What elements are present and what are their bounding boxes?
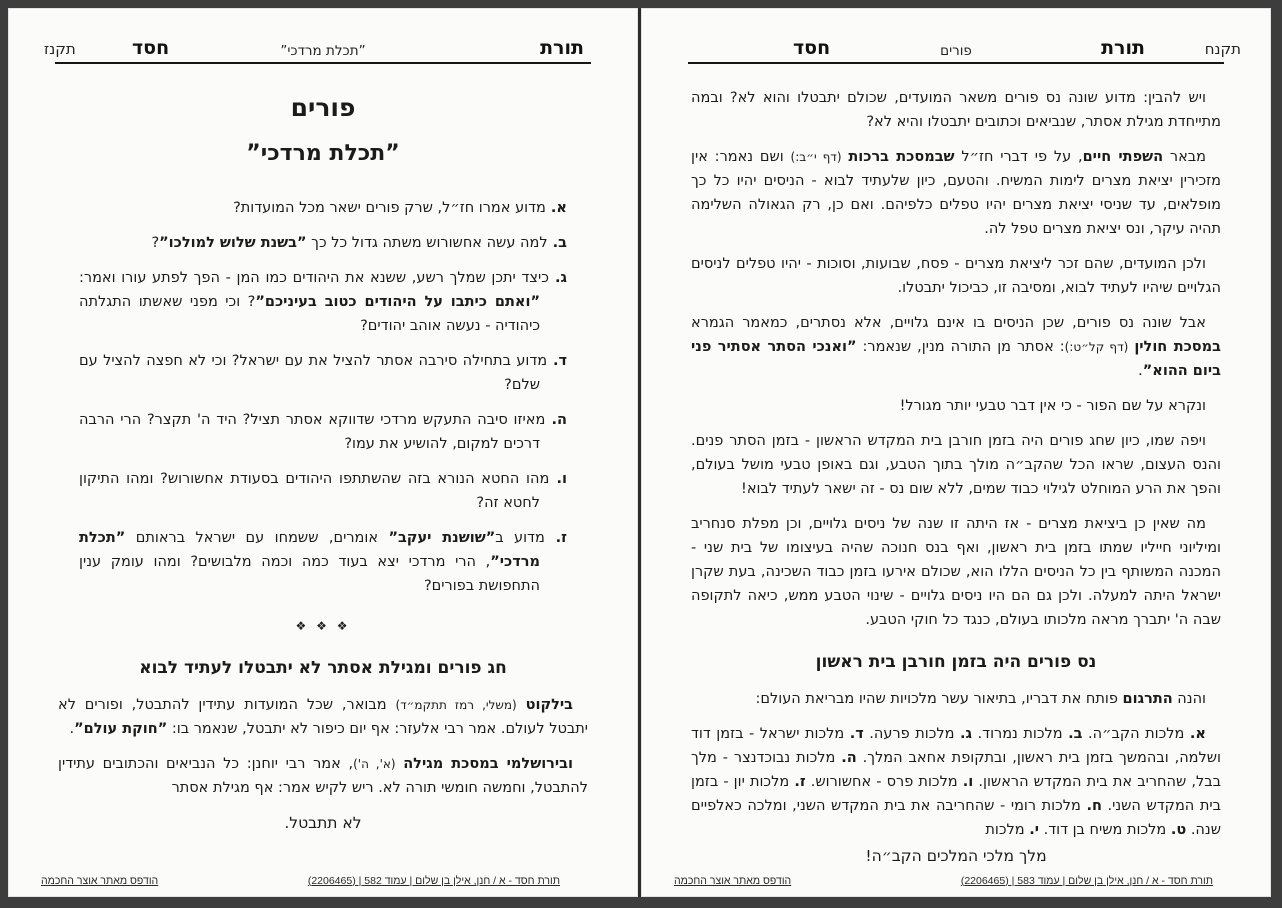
question-item: א. מדוע אמרו חז״ל, שרק פורים ישאר מכל המועדות? [233,200,567,216]
footer-citation: תורת חסד - א / חנן, אילן בן שלום | עמוד 583 | (2206465) [960,875,1213,887]
page-number: תקנח [1204,40,1241,58]
running-section-title: פורים [940,43,972,59]
section-heading: נס פורים היה בזמן חורבן בית ראשון [815,652,1097,672]
question-item: ה. מאיזו סיבה התעקש מרדכי שדווקא אסתר תציל? היד ה' תקצר? הרי הרבה דרכים למקום, להושיע את עמו? [79,412,567,452]
page-footer [641,875,1271,887]
paragraph: ולכן המועדים, שהם זכר ליציאת מצרים - פסח, שבועות, וסוכות - יהיו טפלים לניסים הגלויים שיהיו לעתיד לבוא, ומסיבה זו, כביכול יתבטלו. [691,256,1221,296]
question-item: ג. כיצד יתכן שמלך רשע, ששנא את היהודים כמו המן - הפך לפתע עורו ואמר: ”ואתם כיתבו על היהודים כטוב בעיניכם”? וכי מפני שאשתו התגלתה כיהודיה - נעשה אוהב יהודים? [79,270,567,334]
paragraph: ויש להבין: מדוע שונה נס פורים משאר המועדים, שכולם יתבטלו והוא לא? ובמה מתייחדת מגילת אסתר, שנביאים וכתובים יתבטלו והיא לא? [691,90,1221,130]
question-item: ו. מהו החטא הנורא בזה שהשתתפו היהודים בסעודת אחשורוש? ומהו התיקון לחטא זה? [79,471,567,511]
paragraph: בילקוט (משלי, רמז תתקמ״ד) מבואר, שכל המועדות עתידין להתבטל, ופורים לא יתבטל לעולם. אמר רבי אלעזר: אף יום כיפור לא יתבטל, שנאמר בו: ”חוקת עולם”. [58,697,588,737]
page-number: תקנז [44,40,76,58]
page-body [641,8,1271,897]
question-item: ב. למה עשה אחשורוש משתה גדול כל כך ”בשנת שלוש למולכו”? [151,235,567,251]
question-list [58,196,588,598]
paragraph: מה שאין כן ביציאת מצרים - אז היתה זו שנה של ניסים גלויים, וכן מפלת סנחריב ומיליוני חייליו שמתו בזמן בית ראשון, ואף בנס חנוכה שהיה בעיצומו של בית שני - המכנה המשותף בין כל הניסים הללו הוא, שכולם אירעו בזמן כבוד השכינה, בעת שקרן ישראל היתה למעלה. ולכן גם הם היו ניסים גלויים - שינוי הטבע ממש, כיאה לתקופה שבה ה' יתברך מראה מלכותו בעולם, כנגד כל חוקי הטבע. [691,516,1221,628]
page-footer [8,875,638,887]
closing-line: מלך מלכי המלכים הקב״ה! [865,847,1047,865]
section-heading: חג פורים ומגילת אסתר לא יתבטלו לעתיד לבוא [139,658,507,678]
closing-line: לא תתבטל. [284,814,362,832]
running-title-chesed: חסד [793,37,831,59]
paragraph: מבאר השפתי חיים, על פי דברי חז״ל שבמסכת ברכות (דף י״ב:) ושם נאמר: אין מזכירין יציאת מצרים לימות המשיח. והטעם, כיון שלעתיד לבוא - הניסים יהיו כל כך מופלאים, עד שניסי יציאת מצרים יהיו טפלים כלפיהם. ואם כן, רק הגאולה השלימה תהיה עיקר, ונס יציאת מצרים טפל לה. [691,149,1221,237]
paragraph: אבל שונה נס פורים, שכן הניסים בו אינם גלויים, אלא נסתרים, כמאמר הגמרא במסכת חולין (דף קל״ט:): אסתר מן התורה מנין, שנאמר: ”ואנכי הסתר אסתיר פני ביום ההוא”. [691,315,1221,379]
page-right [641,8,1271,897]
paragraph: ונקרא על שם הפור - כי אין דבר טבעי יותר מגורל! [899,398,1206,414]
footer-print-notice: הודפס מאתר אוצר החכמה [674,875,792,887]
book-spread [8,8,1271,897]
page-left [8,8,638,897]
paragraph: ובירושלמי במסכת מגילה (א', ה'), אמר רבי יוחנן: כל הנביאים והכתובים עתידין להתבטל, וחמשה חומשי תורה לא. ריש לקיש אמר: אף מגילת אסתר [58,756,588,796]
running-section-title: ”תכלת מרדכי” [280,43,366,59]
paragraph: א. מלכות הקב״ה. ב. מלכות נמרוד. ג. מלכות פרעה. ד. מלכות ישראל - בזמן דוד ושלמה, ובהמשך בזמן בית ראשון, ובתקופת אחאב המלך. ה. מלכות נבוכדנצר - מלך בבל, שהחריב את בית המקדש הראשון. ו. מלכות פרס - אחשורוש. ז. מלכות יון - בזמן בית המקדש השני. ח. מלכות רומי - שהחריבה את בית המקדש השני, ומלכה כאלפיים שנה. ט. מלכות משיח בן דוד. י. מלכות [691,726,1221,838]
question-item: ד. מדוע בתחילה סירבה אסתר להציל את עם ישראל? וכי לא חפצה להציל עם שלם? [79,353,567,393]
chapter-title: פורים [290,93,356,122]
paragraph: ויפה שמו, כיון שחג פורים היה בזמן חורבן בית המקדש הראשון - בזמן הסתר פנים. והנס העצום, שראו הכל שהקב״ה מולך בתוך הטבע, וגם באופן טבעי מושל בעולם, והפך את הרע המוחלט לגילוי כבוד שמים, ללא שום נס - זה ישאר לעתיד לבוא! [691,433,1221,497]
section-ornament: ❖ ❖ ❖ [295,619,351,633]
footer-citation: תורת חסד - א / חנן, אילן בן שלום | עמוד 582 | (2206465) [307,875,560,887]
paragraph: והנה התרגום פותח את דבריו, בתיאור עשר מלכויות שהיו מבריאת העולם: [755,691,1206,707]
footer-print-notice: הודפס מאתר אוצר החכמה [41,875,159,887]
running-title-chesed: חסד [132,37,170,59]
chapter-subtitle: ”תכלת מרדכי” [246,141,400,166]
running-title-torat: תורת [540,37,584,59]
running-title-torat: תורת [1101,37,1145,59]
page-body [8,8,638,897]
question-item: ז. מדוע ב”שושנת יעקב” אומרים, ששמחו עם ישראל בראותם ”תכלת מרדכי”, הרי מרדכי יצא בעוד כמה וכמה מלבושים? ומהו עומק ענין התחפושת בפורים? [79,530,567,594]
